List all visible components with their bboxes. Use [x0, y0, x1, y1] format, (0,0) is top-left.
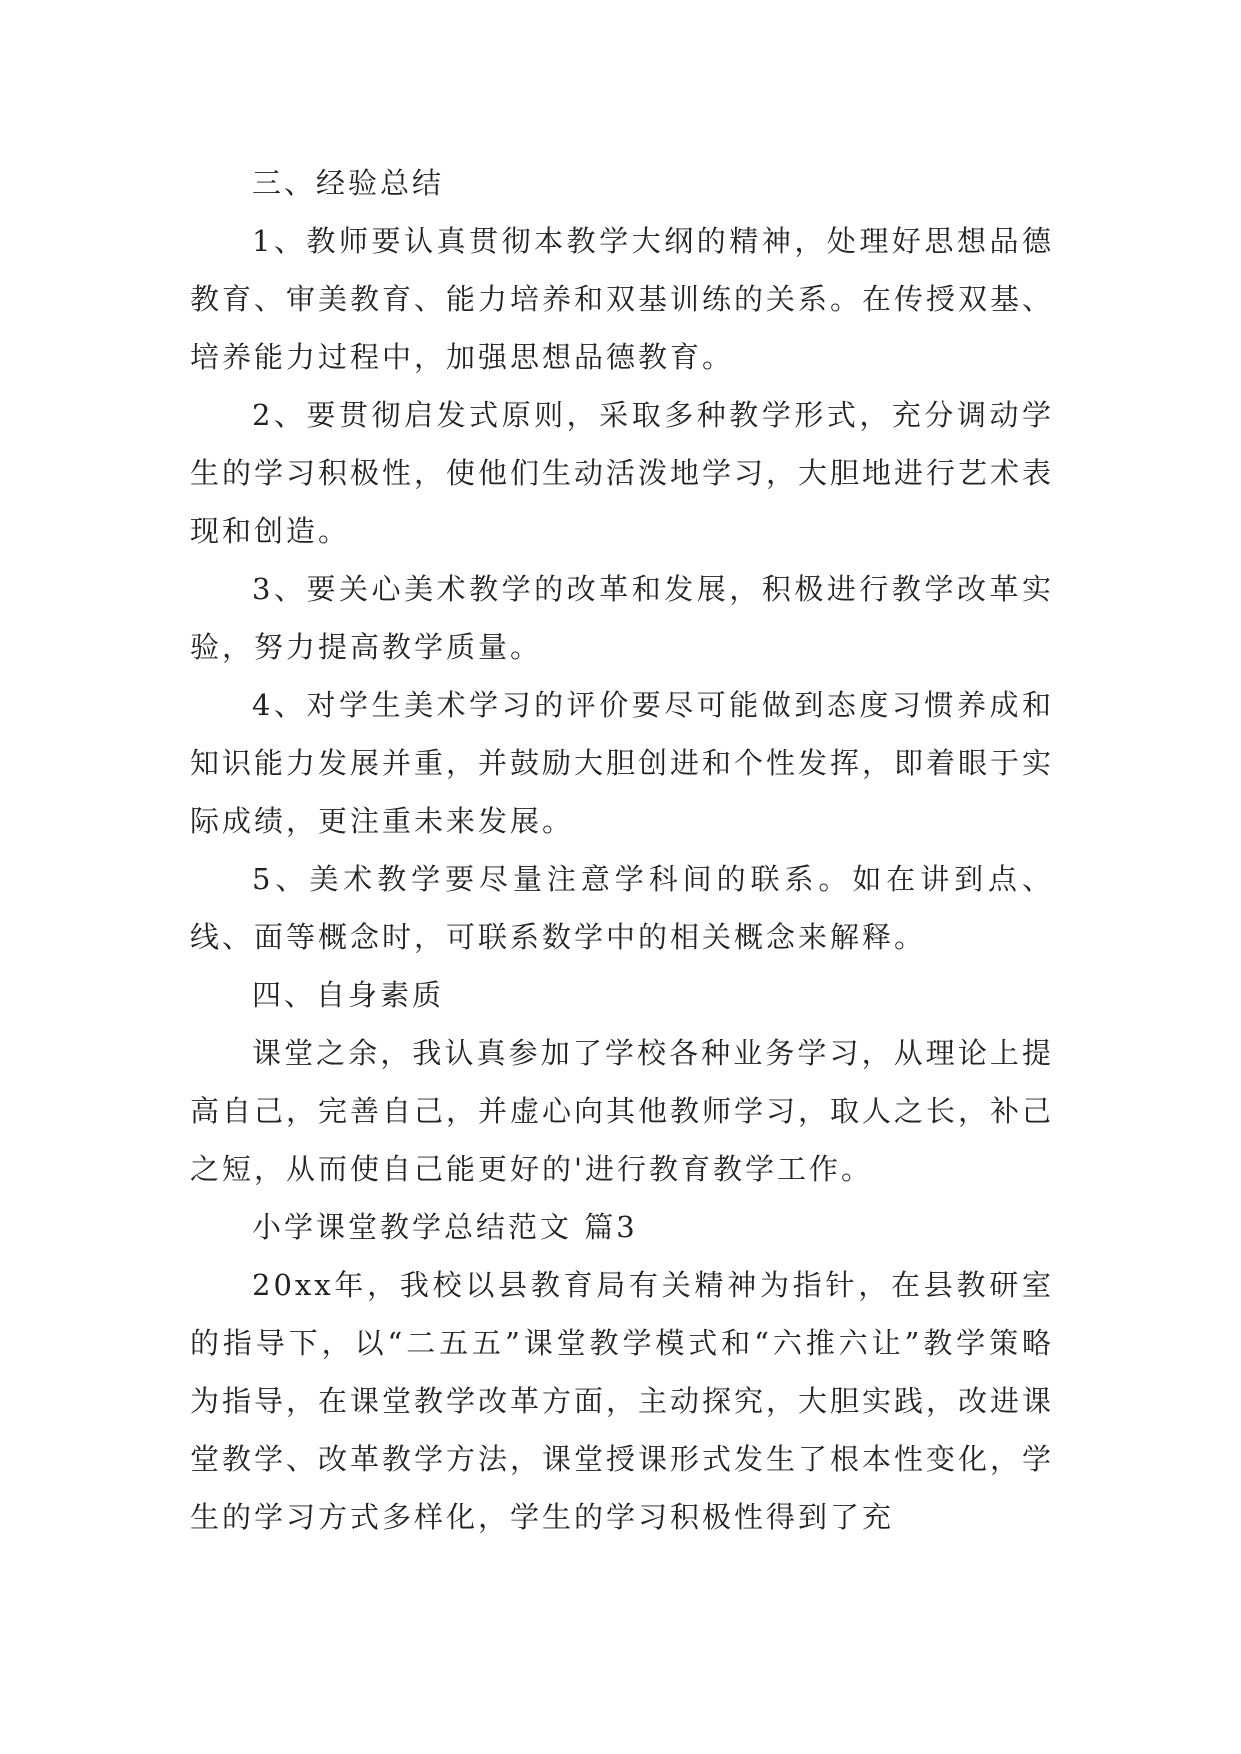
article-title-part-3: 小学课堂教学总结范文 篇3 — [252, 1210, 638, 1244]
paragraph-part-3-intro: 20xx年，我校以县教育局有关精神为指针，在县教研室的指导下，以“二五五”课堂教学模式和“六推六让”教学策略为指导，在课堂教学改革方面，主动探究，大胆实践，改进课堂教学、改革教学方法，课堂授课形式发生了根本性变化，学生的学习方式多样化，学生的学习积极性得到了充 — [190, 1268, 1055, 1534]
paragraph-self-quality: 课堂之余，我认真参加了学校各种业务学习，从理论上提高自己，完善自己，并虚心向其他教师学习，取人之长，补己之短，从而使自己能更好的'进行教育教学工作。 — [190, 1036, 1055, 1186]
section-heading-experience-summary: 三、经验总结 — [252, 166, 445, 200]
paragraph-item-5: 5、美术教学要尽量注意学科间的联系。如在讲到点、线、面等概念时，可联系数学中的相关概念来解释。 — [190, 862, 1054, 954]
paragraph-item-2: 2、要贯彻启发式原则，采取多种教学形式，充分调动学生的学习积极性，使他们生动活泼地学习，大胆地进行艺术表现和创造。 — [190, 398, 1055, 548]
paragraph-item-4: 4、对学生美术学习的评价要尽可能做到态度习惯养成和知识能力发展并重，并鼓励大胆创进和个性发挥，即着眼于实际成绩，更注重未来发展。 — [190, 688, 1055, 838]
paragraph-item-1: 1、教师要认真贯彻本教学大纲的精神，处理好思想品德教育、审美教育、能力培养和双基训练的关系。在传授双基、培养能力过程中，加强思想品德教育。 — [190, 224, 1055, 374]
document-body — [190, 154, 1054, 1546]
section-heading-self-quality: 四、自身素质 — [252, 978, 445, 1012]
paragraph-item-3: 3、要关心美术教学的改革和发展，积极进行教学改革实验，努力提高教学质量。 — [190, 572, 1054, 664]
